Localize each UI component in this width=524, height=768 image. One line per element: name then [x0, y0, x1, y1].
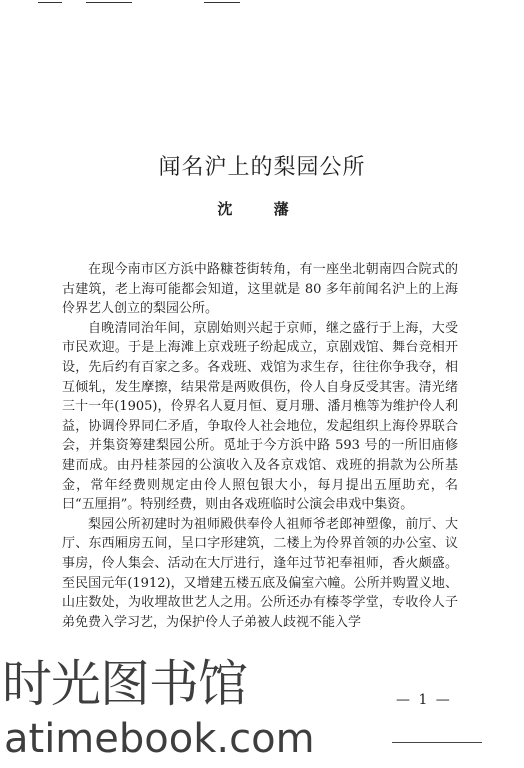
top-rule-1: [38, 2, 62, 3]
top-rule-2: [86, 2, 132, 3]
page-number: — 1 —: [396, 692, 452, 708]
article-title: 闻名沪上的梨园公所: [158, 155, 366, 180]
top-rule-3: [204, 2, 240, 3]
paragraph-1: 在现今南市区方浜中路糠苍街转角，有一座坐北朝南四合院式的古建筑，老上海可能都会知道，这里就是 80 多年前闻名沪上的上海伶界艺人创立的梨园公所。: [62, 262, 458, 317]
watermark-chinese: 时光图书馆: [2, 655, 247, 713]
paragraph-2: 自晚清同治年间，京剧始则兴起于京师，继之盛行于上海，大受市民欢迎。于是上海滩上京戏班子纷起成立，京剧戏馆、舞台竞相开设，先后约有百家之多。各戏班、戏馆为求生存，往往你争我夺，相互倾轧，发生摩擦，结果常是两败俱伤，伶人自身反受其害。清光绪三十一年(1905)，伶界名人夏月恒、夏月珊、潘月樵等为维护伶人利益，协调伶界同仁矛盾，争取伶人社会地位，发起组织上海伶界联合会，并集资筹建梨园公所。觅址于今方浜中路 593 号的一所旧庙修建而成。由丹桂茶园的公演收入及各京戏馆、戏班的捐款为公所基金，常年经费则规定由伶人照包银大小，每月提出五厘助充，名曰“五厘捐”。特别经费，则由各戏班临时公演会串戏中集资。: [62, 320, 458, 513]
watermark-url: atimebook.com: [4, 716, 315, 762]
paragraph-3: 梨园公所初建时为祖师殿供奉伶人祖师爷老郎神塑像，前厅、大厅、东西厢房五间，呈口字形建筑，二楼上为伶界首领的办公室、议事房，伶人集会、活动在大厅进行，逢年过节祀奉祖师，香火颇盛。至民国元年(1912)，又增建五楼五底及偏室六幢。公所并购置义地、山庄数处，为收埋故世艺人之用。公所还办有榛苓学堂，专收伶人子弟免费入学习艺，为保护伶人子弟被人歧视不能入学: [62, 516, 458, 630]
article-body: [62, 260, 458, 632]
bottom-rule: [392, 742, 482, 743]
article-author: 沈 藩: [217, 200, 307, 218]
